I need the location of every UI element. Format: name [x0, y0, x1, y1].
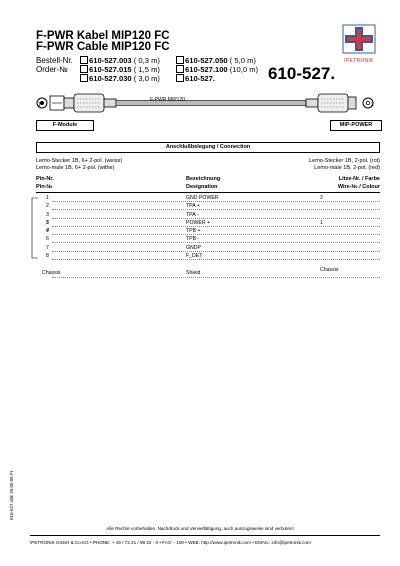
title-en: F-PWR Cable MIP120 FC [36, 41, 170, 53]
left-connector-en: Lemo-male 1B, 6+ 2-pol. (withe) [36, 165, 115, 171]
col-pin-de: Pin-Nr. [36, 176, 54, 182]
cable-end-1: 1 [38, 102, 41, 108]
big-order-number: 610-527. [268, 64, 336, 83]
table-row: 4 TPB + [36, 227, 380, 235]
chassis-right: Chassis [320, 267, 339, 273]
checkbox[interactable] [176, 56, 184, 64]
chassis-dots [52, 277, 380, 278]
checkbox[interactable] [80, 74, 88, 82]
order-item[interactable]: 610-527.003 ( 0,3 m) [80, 56, 160, 65]
left-module-label: F-Module [36, 120, 94, 131]
cable-label: F-PWR MIP120 [150, 97, 186, 103]
checkbox[interactable] [80, 65, 88, 73]
table-row: 7 GNDP [36, 244, 380, 252]
col-designation-en: Designation [186, 184, 218, 190]
pin-table [36, 194, 380, 260]
checkbox[interactable] [80, 56, 88, 64]
col-wire-en: Wire-№ / Colour [337, 184, 380, 190]
right-module-label: MIP-POWER [330, 120, 382, 131]
footer-rule [30, 535, 380, 536]
table-row: 3 TPA - [36, 211, 380, 219]
ipetronik-logo [342, 24, 376, 64]
side-note: 610-527.sldr 20.05.05 Fr [9, 470, 14, 520]
table-row: 8 F_DET [36, 252, 380, 260]
table-row: 5 POWER + 1 [36, 219, 380, 227]
cable-diagram [34, 90, 380, 116]
title-de: F-PWR Kabel MIP120 FC [36, 30, 170, 42]
header-rule [36, 192, 380, 193]
order-label-en: Order-№ [36, 65, 68, 74]
right-connector-en: Lemo-male 1B, 2-pol. (red) [314, 165, 380, 171]
order-item[interactable]: 610-527.100 (10,0 m) [176, 65, 258, 74]
order-label-de: Bestell-Nr. [36, 56, 73, 65]
chassis-designation: Shield [186, 270, 201, 276]
col-designation-de: Bezeichnung [186, 176, 221, 182]
cable-end-2: 2 [371, 102, 374, 108]
table-heading: Anschlußbelegung / Connection [36, 143, 380, 153]
col-wire-de: Litze-Nr. / Farbe [338, 176, 380, 182]
wire-bracket [28, 196, 40, 260]
logo-text: IPETRONIK [344, 58, 374, 64]
checkbox[interactable] [176, 65, 184, 73]
order-item[interactable]: 610-527.050 ( 5,0 m) [176, 56, 256, 65]
table-row: 1 GND POWER 2 [36, 194, 380, 202]
table-row: 6 TPB - [36, 235, 380, 243]
table-row: 2 TPA + [36, 202, 380, 210]
order-item[interactable]: 610-527.030 ( 3,0 m) [80, 74, 160, 83]
order-item[interactable]: 610-527. [176, 74, 215, 83]
footer-contact: IPETRONIK GmbH & Co.KG • PHONE: + 49 / 72 21 / 99 22 - 0 • FAX: - 100 • WEB: http://www.ipetronik.com • EMAIL: info@ipetronik.com [30, 540, 311, 545]
col-pin-en: Pin-№ [36, 184, 53, 190]
checkbox[interactable] [176, 74, 184, 82]
right-connector-de: Lemo-Stecker 1B, 2-pol. (rot) [309, 158, 380, 164]
left-connector-de: Lemo-Stecker 1B, 6+ 2-pol. (weiss) [36, 158, 123, 164]
order-item[interactable]: 610-527.015 ( 1,5 m) [80, 65, 160, 74]
chassis-left: Chassis [42, 270, 61, 276]
rights-notice: Alle Rechte vorbehalten. Nachdruck und Vervielfältigung, auch auszugsweise sind verboten! [106, 526, 294, 531]
